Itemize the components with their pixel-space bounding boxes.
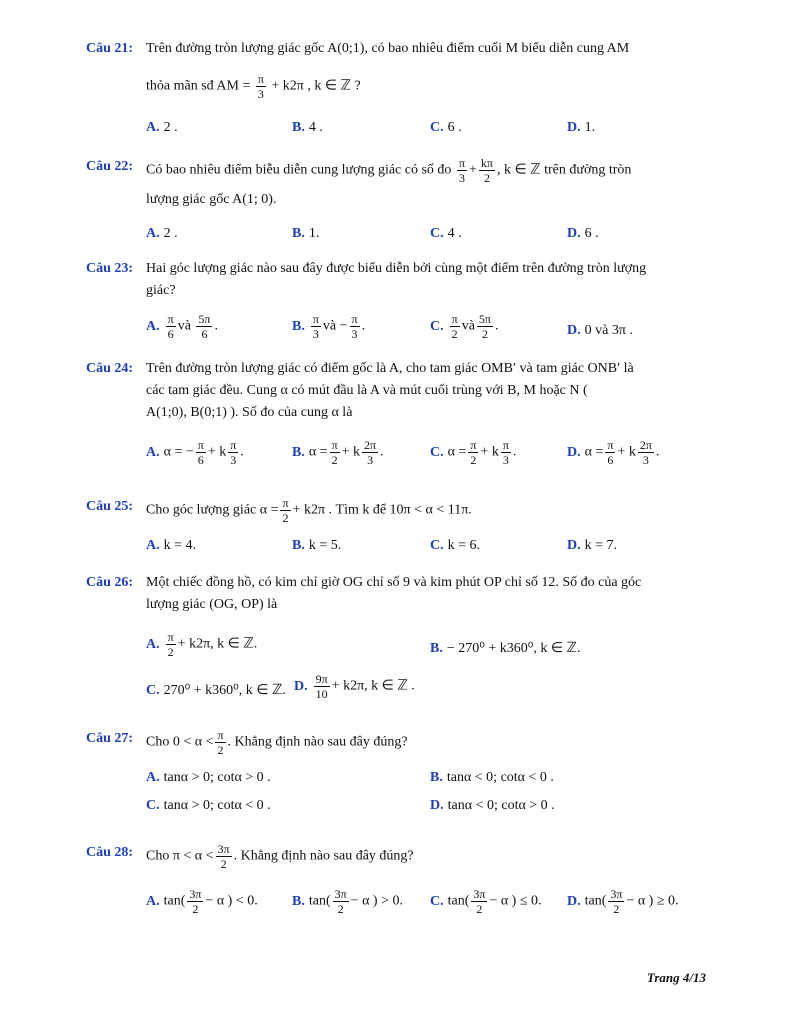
question-25 [86,496,708,565]
option-c[interactable]: C. tan( $\frac{3\pi}{2}$ − α ) ≤ 0. [430,887,542,916]
question-line: Trên đường tròn lượng giác gốc A(0;1), có bao nhiêu điểm cuối M biểu diễn cung AM [146,41,630,56]
option-b[interactable]: B. − 270⁰ + k360⁰, k ∈ ℤ. [430,641,581,656]
question-text [146,258,708,302]
question-label: Câu 25: [86,499,134,514]
option-b[interactable]: B. k = 5. [292,538,342,553]
options-row [146,795,708,823]
question-27 [86,728,708,823]
fraction: $\frac{k\pi}{2}$ [480,156,493,185]
option-d[interactable]: D. tan( $\frac{3\pi}{2}$ − α ) ≥ 0. [567,887,679,916]
question-line: lượng giác gốc A(1; 0). [146,192,277,207]
question-text [146,38,708,101]
options-row [146,312,708,352]
options-row [146,630,708,670]
question-28 [86,842,708,927]
fraction: $\frac{\pi}{3}$ [257,72,264,101]
option-c[interactable]: C. 270⁰ + k360⁰, k ∈ ℤ. [146,683,286,698]
option-a[interactable]: A. 2 . [146,226,178,241]
text-span: thỏa mãn sđ AM = [146,78,251,94]
option-d[interactable]: D. 0 và 3π . [567,323,633,338]
option-a[interactable]: A. 2 . [146,120,178,135]
option-b[interactable]: B. 1. [292,226,320,241]
option-d[interactable]: D. tanα < 0; cotα > 0 . [430,798,555,813]
option-b[interactable]: B. tanα < 0; cotα < 0 . [430,770,554,785]
question-24 [86,358,708,478]
option-c[interactable]: C. tanα > 0; cotα < 0 . [146,798,271,813]
text-span: Cho 0 < α < [146,734,214,750]
question-26 [86,572,708,712]
question-line: lượng giác (OG, OP) là [146,597,278,612]
option-a[interactable]: A. $\frac{\pi}{2}$ + k2π, k ∈ ℤ. [146,630,258,659]
page-number: Trang 4/13 [646,970,706,985]
text-span: , k ∈ ℤ trên đường tròn [496,162,632,178]
question-text [146,842,708,871]
option-a[interactable]: A. α = − $\frac{\pi}{6}$ + k $\frac{\pi}{3}$ . [146,438,244,467]
question-label: Câu 28: [86,845,134,860]
question-text [146,572,708,616]
question-line: A(1;0), B(0;1) ). Số đo của cung α là [146,405,353,420]
option-c[interactable]: C. 6 . [430,120,462,135]
option-d[interactable]: D. 6 . [567,226,599,241]
question-text [146,496,708,525]
option-c[interactable]: C. k = 6. [430,538,481,553]
option-c[interactable]: C. $\frac{\pi}{2}$ và $\frac{5\pi}{2}$ . [430,312,499,341]
options-row [146,535,708,565]
text-span: . Khẳng định nào sau đây đúng? [227,734,408,750]
question-line [146,72,708,101]
question-label: Câu 27: [86,731,134,746]
option-a[interactable]: A. $\frac{\pi}{6}$ và $\frac{5\pi}{6}$ . [146,312,218,341]
text-span: Có bao nhiêu điểm biễu diễn cung lượng giác có số đo [146,162,452,178]
question-label: Câu 24: [86,361,134,376]
option-b[interactable]: B. 4 . [292,120,323,135]
options-row [146,767,708,795]
question-21 [86,38,708,147]
question-text [146,728,708,757]
question-label: Câu 23: [86,261,134,276]
option-a[interactable]: A. tanα > 0; cotα > 0 . [146,770,271,785]
option-d[interactable]: D. $\frac{9\pi}{10}$ + k2π, k ∈ ℤ . [294,672,415,701]
fraction: $\frac{\pi}{3}$ [458,156,465,185]
option-b[interactable]: B. tan( $\frac{3\pi}{2}$ − α ) > 0. [292,887,403,916]
option-a[interactable]: A. tan( $\frac{3\pi}{2}$ − α ) < 0. [146,887,258,916]
question-line: Hai góc lượng giác nào sau đây được biểu diễn bởi cùng một điểm trên đường tròn lượng [146,261,647,276]
options-row [146,223,708,253]
question-23 [86,258,708,352]
options-row [146,887,708,927]
option-a[interactable]: A. k = 4. [146,538,197,553]
fraction: $\frac{3\pi}{2}$ [217,842,230,871]
option-c[interactable]: C. 4 . [430,226,462,241]
question-text [146,358,708,424]
fraction: $\frac{\pi}{2}$ [217,728,224,757]
options-row [146,117,708,147]
text-span: Cho π < α < [146,848,214,864]
question-line: Có bao nhiêu điểm biễu diễn cung lượng giác có số đo $\frac{\pi}{3}$ + $\frac{k\pi}{2}$ , k ∈ ℤ trên đường tròn [146,156,632,185]
question-label: Câu 22: [86,159,134,174]
question-22 [86,156,708,253]
options-row [146,672,708,712]
text-span: + k2π . Tìm k để 10π < α < 11π. [292,502,472,518]
options-row [146,438,708,478]
option-b[interactable]: B. $\frac{\pi}{3}$ và − $\frac{\pi}{3}$ . [292,312,366,341]
question-line: Trên đường tròn lượng giác có điểm gốc là A, cho tam giác OMB′ và tam giác ONB′ là [146,361,634,376]
option-d[interactable]: D. 1. [567,120,596,135]
question-label: Câu 21: [86,41,134,56]
question-line: Một chiếc đồng hồ, có kim chỉ giờ OG chỉ số 9 và kim phút OP chỉ số 12. Số đo của góc [146,575,642,590]
fraction: $\frac{\pi}{2}$ [282,496,289,525]
option-d[interactable]: D. k = 7. [567,538,618,553]
text-span: Cho góc lượng giác α = [146,502,279,518]
question-line: giác? [146,283,176,298]
question-text [146,156,708,211]
question-line: các tam giác đều. Cung α có mút đầu là A và mút cuối trùng với B, M hoặc N ( [146,383,588,398]
option-d[interactable]: D. α = $\frac{\pi}{6}$ + k $\frac{2\pi}{3}$ . [567,438,660,467]
text-span: . Khẳng định nào sau đây đúng? [233,848,414,864]
question-label: Câu 26: [86,575,134,590]
option-c[interactable]: C. α = $\frac{\pi}{2}$ + k $\frac{\pi}{3}$ . [430,438,517,467]
text-span: + k2π , k ∈ ℤ ? [271,78,361,94]
option-b[interactable]: B. α = $\frac{\pi}{2}$ + k $\frac{2\pi}{3}$ . [292,438,384,467]
